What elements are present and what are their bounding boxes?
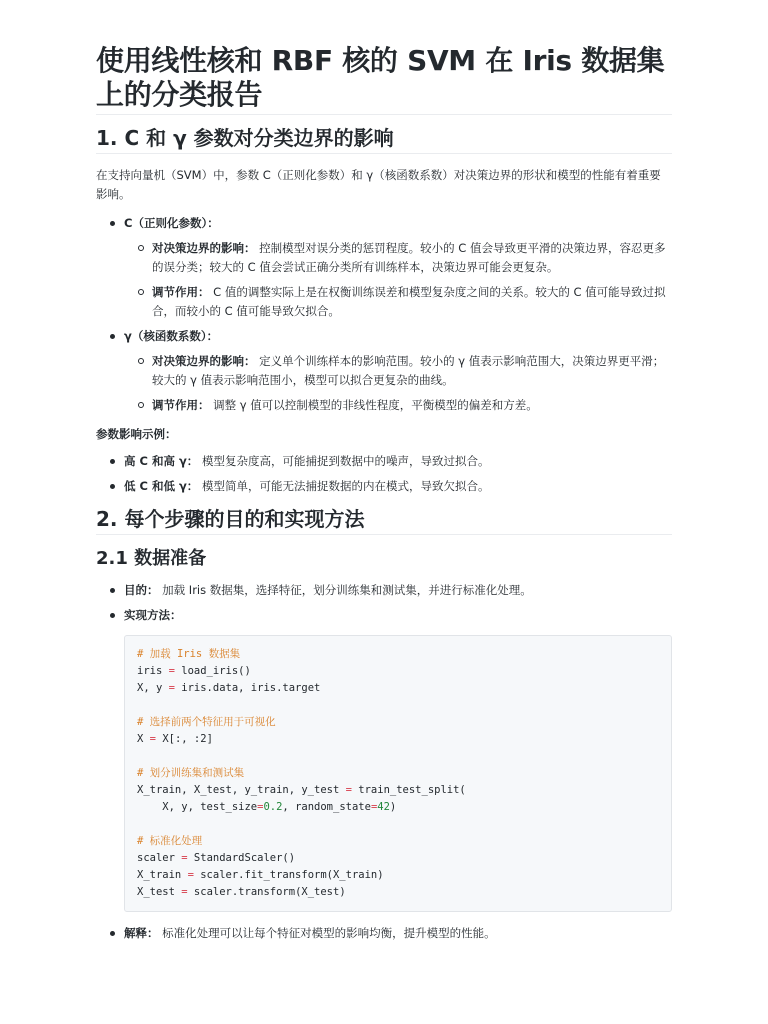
c-param-label: C（正则化参数）：	[124, 216, 219, 230]
gamma-param-sublist	[124, 352, 672, 415]
examples-label: 参数影响示例：	[96, 427, 177, 441]
code-line: scaler.fit_transform(X_train)	[200, 869, 384, 881]
list-item	[152, 396, 672, 415]
list-item	[152, 239, 672, 277]
item-text: 调整 γ 值可以控制模型的非线性程度，平衡模型的偏差和方差。	[213, 398, 538, 412]
section-1-heading: 1. C 和 γ 参数对分类边界的影响	[96, 125, 672, 154]
section-1-intro: 在支持向量机（SVM）中，参数 C（正则化参数）和 γ（核函数系数）对决策边界的形状和模型的性能有着重要影响。	[96, 168, 661, 201]
code-line: load_iris()	[181, 665, 251, 677]
item-label: 解释：	[124, 926, 159, 940]
list-item	[124, 452, 672, 471]
code-line: train_test_split(	[358, 784, 466, 796]
item-text: C 值的调整实际上是在权衡训练误差和模型复杂度之间的关系。较大的 C 值可能导致过拟合，而较小的 C 值可能导致欠拟合。	[152, 285, 666, 318]
data-prep-list	[96, 581, 672, 625]
list-item	[124, 924, 672, 943]
item-label: 目的：	[124, 583, 159, 597]
item-text: 定义单个训练样本的影响范围。较小的 γ 值表示影响范围大，决策边界更平滑；较大的 γ 值表示影响范围小，模型可以拟合更复杂的曲线。	[152, 354, 665, 387]
gamma-param-label: γ（核函数系数）：	[124, 329, 219, 343]
item-label: 低 C 和低 γ：	[124, 479, 199, 493]
code-number: 42	[377, 801, 390, 813]
c-param-sublist	[124, 239, 672, 321]
list-item	[152, 283, 672, 321]
code-line: , random_state	[282, 801, 371, 813]
code-block: # 加载 Iris 数据集 iris = load_iris() X, y = iris.data, iris.target # 选择前两个特征用于可视化 X = X[:, :2] # 划分训练集和测试集 X_train, X_test, y_train, y_test = train_test_split( X, y, test_size=0.2, random_state=42) # 标准化处理 scaler = StandardScaler() X_train = scaler.fit_transform(X_train) X_test = scaler.transform(X_test)	[124, 635, 672, 912]
page-title: 使用线性核和 RBF 核的 SVM 在 Iris 数据集上的分类报告	[96, 44, 672, 115]
code-number: 0.2	[263, 801, 283, 813]
code-line: X[:, :2]	[162, 733, 213, 745]
item-label: 调节作用：	[152, 398, 210, 412]
item-text: 加载 Iris 数据集，选择特征，划分训练集和测试集，并进行标准化处理。	[162, 583, 532, 597]
code-line: StandardScaler()	[193, 852, 296, 864]
code-comment: # 加载 Iris 数据集	[137, 648, 241, 660]
item-text: 标准化处理可以让每个特征对模型的影响均衡，提升模型的性能。	[162, 926, 496, 940]
list-item	[124, 477, 672, 496]
document	[96, 44, 672, 953]
code-comment: # 选择前两个特征用于可视化	[137, 716, 276, 728]
code-comment: # 划分训练集和测试集	[137, 767, 245, 779]
list-item	[124, 581, 672, 600]
code-line: X, y, test_size	[162, 801, 258, 813]
list-item	[152, 352, 672, 390]
code-line: scaler.transform(X_test)	[193, 886, 346, 898]
list-item	[124, 327, 672, 415]
code-line: iris.data, iris.target	[181, 682, 321, 694]
list-item	[124, 606, 672, 625]
section-2-heading: 2. 每个步骤的目的和实现方法	[96, 506, 672, 535]
item-label: 高 C 和高 γ：	[124, 454, 199, 468]
parameter-list	[96, 214, 672, 415]
item-label: 对决策边界的影响：	[152, 241, 256, 255]
item-text: 控制模型对误分类的惩罚程度。较小的 C 值会导致更平滑的决策边界，容忍更多的误分类；较大的 C 值会尝试正确分类所有训练样本，决策边界可能会更复杂。	[152, 241, 666, 274]
explain-list	[96, 924, 672, 943]
item-text: 模型简单，可能无法捕捉数据的内在模式，导致欠拟合。	[201, 479, 490, 493]
code-comment: # 标准化处理	[137, 835, 203, 847]
item-label: 调节作用：	[152, 285, 210, 299]
examples-list	[96, 452, 672, 496]
item-label: 对决策边界的影响：	[152, 354, 256, 368]
item-text: 模型复杂度高，可能捕捉到数据中的噪声，导致过拟合。	[201, 454, 490, 468]
list-item	[124, 214, 672, 321]
section-2-1-heading: 2.1 数据准备	[96, 548, 207, 569]
item-label: 实现方法：	[124, 608, 182, 622]
